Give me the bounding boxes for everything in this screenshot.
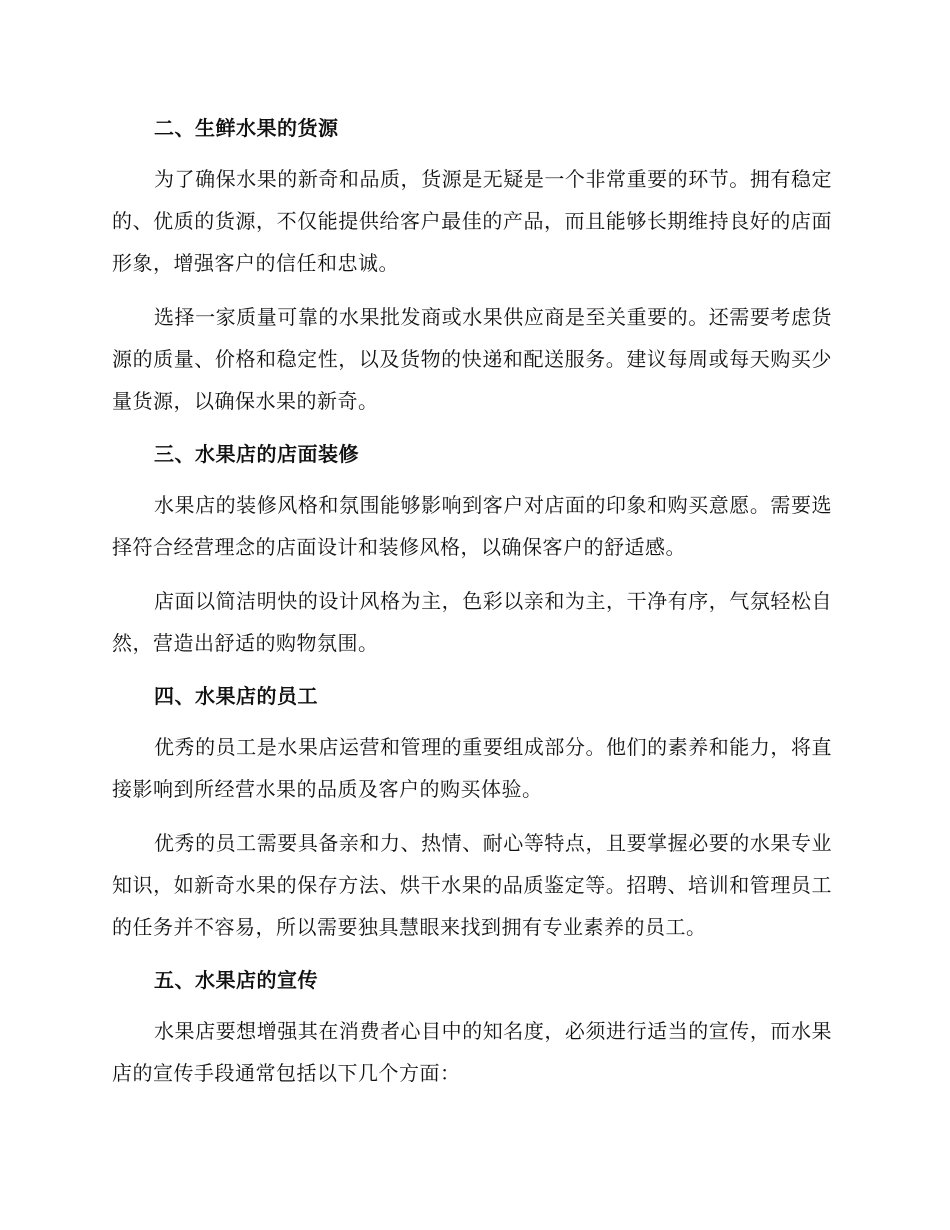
section-heading-promotion: 五、水果店的宣传	[154, 968, 318, 992]
document-body	[112, 110, 832, 1094]
section-heading-staff: 四、水果店的员工	[154, 684, 318, 708]
paragraph-staff-1: 优秀的员工是水果店运营和管理的重要组成部分。他们的素养和能力，将直接影响到所经营水果的品质及客户的购买体验。	[112, 735, 832, 801]
paragraph-decoration-1: 水果店的装修风格和氛围能够影响到客户对店面的印象和购买意愿。需要选择符合经营理念的店面设计和装修风格，以确保客户的舒适感。	[112, 493, 832, 559]
section-heading-decoration: 三、水果店的店面装修	[154, 442, 359, 466]
paragraph-sourcing-1: 为了确保水果的新奇和品质，货源是无疑是一个非常重要的环节。拥有稳定的、优质的货源，不仅能提供给客户最佳的产品，而且能够长期维持良好的店面形象，增强客户的信任和忠诚。	[112, 167, 832, 275]
paragraph-sourcing-2: 选择一家质量可靠的水果批发商或水果供应商是至关重要的。还需要考虑货源的质量、价格和稳定性，以及货物的快递和配送服务。建议每周或每天购买少量货源，以确保水果的新奇。	[112, 305, 832, 413]
section-heading-sourcing: 二、生鲜水果的货源	[154, 116, 339, 140]
paragraph-decoration-2: 店面以简洁明快的设计风格为主，色彩以亲和为主，干净有序，气氛轻松自然，营造出舒适的购物氛围。	[112, 589, 832, 655]
paragraph-promotion-1: 水果店要想增强其在消费者心目中的知名度，必须进行适当的宣传，而水果店的宣传手段通常包括以下几个方面：	[112, 1019, 832, 1085]
paragraph-staff-2: 优秀的员工需要具备亲和力、热情、耐心等特点，且要掌握必要的水果专业知识，如新奇水果的保存方法、烘干水果的品质鉴定等。招聘、培训和管理员工的任务并不容易，所以需要独具慧眼来找到拥有专业素养的员工。	[112, 831, 832, 939]
